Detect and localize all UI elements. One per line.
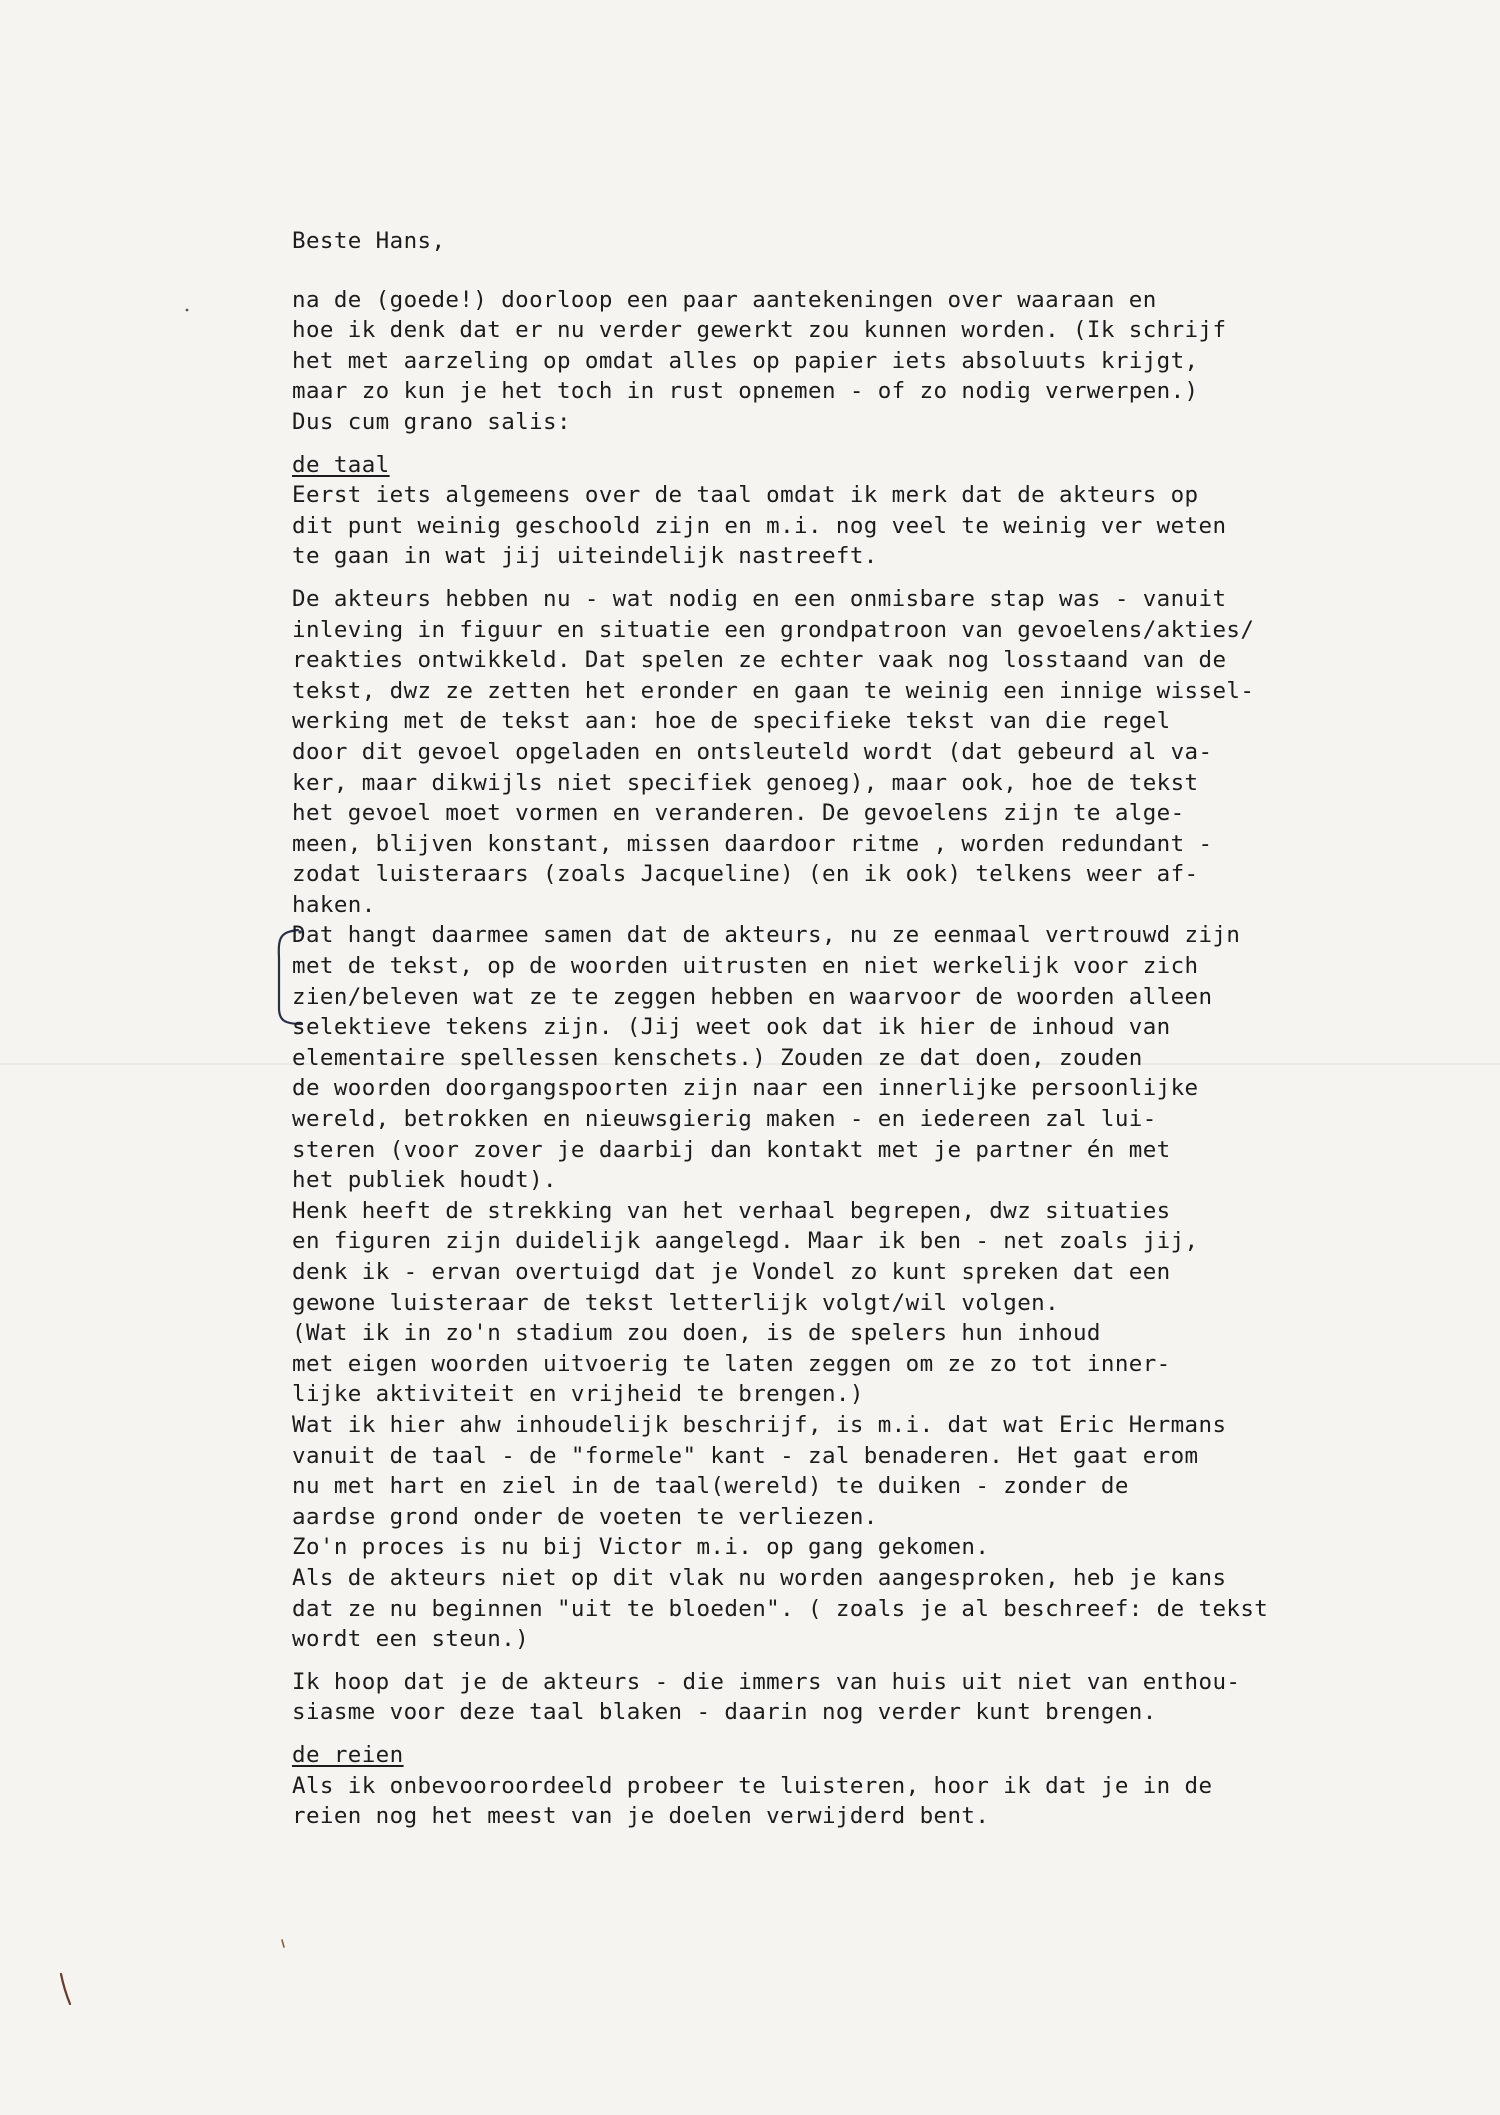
intro-paragraph: na de (goede!) doorloop een paar aantekeningen over waaraan en hoe ik denk dat er nu verder gewerkt zou kunnen worden. (Ik schrijf het met aarzeling op omdat alles op papier iets absoluuts krijgt, maar zo kun je het toch in rust opnemen - of zo nodig verwerpen.) Dus cum grano salis: — [292, 286, 1227, 435]
ink-speck-mark — [183, 306, 191, 314]
pen-stroke-mark — [56, 1970, 76, 2010]
letter-body — [292, 226, 1422, 1832]
ink-dot-mark — [278, 1938, 288, 1950]
taal-paragraph-3: Ik hoop dat je de akteurs - die immers van huis uit niet van enthou- siasme voor deze taal blaken - daarin nog verder kunt brengen. — [292, 1668, 1241, 1726]
section-heading-reien: de reien — [292, 1741, 404, 1768]
taal-paragraph-2: De akteurs hebben nu - wat nodig en een onmisbare stap was - vanuit inleving in figuur en situatie een grondpatroon van gevoelens/akties/ reakties ontwikkeld. Dat spelen ze echter vaak nog losstaand van de tekst, dwz ze zetten het eronder en gaan te weinig een innige wissel- werking met de tekst aan: hoe de specifieke tekst van die regel door dit gevoel opgeladen en ontsleuteld wordt (dat gebeurd al va- ker, maar dikwijls niet specifiek genoeg), maar ook, hoe de tekst het gevoel moet vormen en veranderen. De gevoelens zijn te alge- meen, blijven konstant, missen daardoor ritme , worden redundant - zodat luisteraars (zoals Jacqueline) (en ik ook) telkens weer af- haken. Dat hangt daarmee samen dat de akteurs, nu ze eenmaal vertrouwd zijn met de tekst, op de woorden uitrusten en niet werkelijk voor zich zien/beleven wat ze te zeggen hebben en waarvoor de woorden alleen selektieve tekens zijn. (Jij weet ook dat ik hier de inhoud van elementaire spellessen kenschets.) Zouden ze dat doen, zouden de woorden doorgangspoorten zijn naar een innerlijke persoonlijke wereld, betrokken en nieuwsgierig maken - en iedereen zal lui- steren (voor zover je daarbij dan kontakt met je partner én met het publiek houdt). Henk heeft de strekking van het verhaal begrepen, dwz situaties en figuren zijn duidelijk aangelegd. Maar ik ben - net zoals jij, denk ik - ervan overtuigd dat je Vondel zo kunt spreken dat een gewone luisteraar de tekst letterlijk volgt/wil volgen. (Wat ik in zo'n stadium zou doen, is de spelers hun inhoud met eigen woorden uitvoerig te laten zeggen om ze zo tot inner- lijke aktiviteit en vrijheid te brengen.) Wat ik hier ahw inhoudelijk beschrijf, is m.i. dat wat Eric Hermans vanuit de taal - de "formele" kant - zal benaderen. Het gaat erom nu met hart en ziel in de taal(wereld) te duiken - zonder de aardse grond onder de voeten te verliezen. Zo'n proces is nu bij Victor m.i. op gang gekomen. Als de akteurs niet op dit vlak nu worden aangesproken, heb je kans dat ze nu beginnen "uit te bloeden". ( zoals je al beschreef: de tekst wordt een steun.) — [292, 585, 1269, 1653]
salutation: Beste Hans, — [292, 228, 446, 254]
taal-paragraph-1: Eerst iets algemeens over de taal omdat ik merk dat de akteurs op dit punt weinig geschoold zijn en m.i. nog veel te weinig ver weten te gaan in wat jij uiteindelijk nastreeft. — [292, 482, 1227, 570]
reien-paragraph-1: Als ik onbevooroordeeld probeer te luisteren, hoor ik dat je in de reien nog het meest van je doelen verwijderd bent. — [292, 1772, 1213, 1830]
section-heading-taal: de taal — [292, 451, 390, 478]
